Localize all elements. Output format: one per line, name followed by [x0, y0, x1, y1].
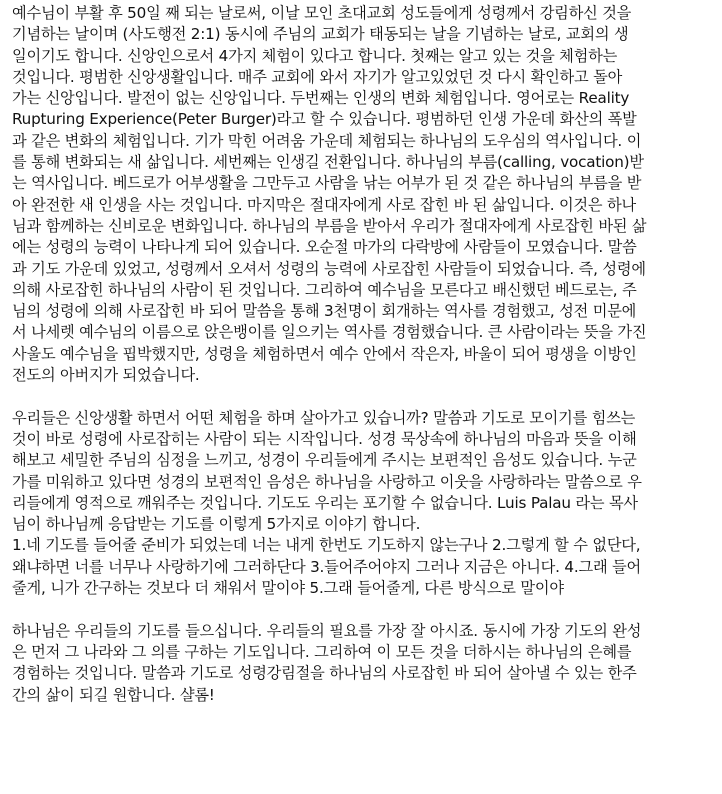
paragraph-spacer — [12, 599, 716, 620]
paragraph-closing: 하나님은 우리들의 기도를 들으십니다. 우리들의 필요를 가장 잘 아시죠. 동시에 가장 기도의 완성 은 먼저 그 나라와 그 의를 구하는 기도입니다. 그리하여 이 모든 것을 더하시는 하나님의 은혜를 경험하는 것입니다. 말씀과 기도로 성령강림절을 하나님의 사로잡힌 바 되어 살아낼 수 있는 한주 간의 삶이 되길 원합니다. 샬롬! — [12, 621, 642, 704]
paragraph-pentecost-experiences: 예수님이 부활 후 50일 째 되는 날로써, 이날 모인 초대교회 성도들에게 성령께서 강림하신 것을 기념하는 날이며 (사도행전 2:1) 동시에 주님의 교회가 태동되는 날을 기념하는 날로, 교회의 생 일이기도 합니다. 신앙인으로서 4가지 체험이 있다고 합니다. 첫째는 알고 있는 것을 체험하는 것입니다. 평범한 신앙생활입니다. 매주 교회에 와서 자기가 알고있었던 것 다시 확인하고 돌아 가는 신앙입니다. 발전이 없는 신앙입니다. 두번째는 인생의 변화 체험입니다. 영어로는 Reality Rupturing Experience(Peter Burger)라고 할 수 있습니다. 평범하던 인생 가운데 화산의 폭발 과 같은 변화의 체험입니다. 기가 막힌 어려움 가운데 체험되는 하나님의 도우심의 역사입니다. 이 를 통해 변화되는 새 삶입니다. 세번째는 인생길 전환입니다. 하나님의 부름(calling, vocation)받 는 역사입니다. 베드로가 어부생활을 그만두고 사람을 낚는 어부가 된 것 같은 하나님의 부름을 받 아 완전한 새 인생을 사는 것입니다. 마지막은 절대자에게 사로 잡힌 바 된 삶입니다. 이것은 하나 님과 함께하는 신비로운 변화입니다. 하나님의 부름을 받아서 우리가 절대자에게 사로잡힌 바된 삶 에는 성령의 능력이 나타나게 되어 있습니다. 오순절 마가의 다락방에 사람들이 모였습니다. 말씀 과 기도 가운데 있었고, 성령께서 오셔서 성령의 능력에 사로잡힌 사람들이 되었습니다. 즉, 성령에 의해 사로잡힌 하나님의 사람이 된 것입니다. 그리하여 예수님을 모른다고 배신했던 베드로는, 주 님의 성령에 의해 사로잡힌 바 되어 말씀을 통해 3천명이 회개하는 역사를 경험했고, 성전 미문에 서 나세렛 예수님의 이름으로 앉은뱅이를 일으키는 역사를 경험했습니다. 큰 사람이라는 뜻을 가진 사울도 예수님을 핍박했지만, 성령을 체험하면서 예수 안에서 작은자, 바울이 되어 평생을 이방인 전도의 아버지가 되었습니다. — [12, 4, 647, 385]
paragraph-word-and-prayer: 우리들은 신앙생활 하면서 어떤 체험을 하며 살아가고 있습니까? 말씀과 기도로 모이기를 힘쓰는 것이 바로 성령에 사로잡히는 사람이 되는 시작입니다. 성경 묵상속에 하나님의 마음과 뜻을 이해 해보고 세밀한 주님의 심정을 느끼고, 성경이 우리들에게 주시는 보편적인 음성도 있습니다. 누군 가를 미워하고 있다면 성경의 보편적인 음성은 하나님을 사랑하고 이웃을 사랑하라는 말씀으로 우 리들에게 영적으로 깨워주는 것입니다. 기도도 우리는 포기할 수 없습니다. Luis Palau 라는 목사 님이 하나님께 응답받는 기도를 이렇게 5가지로 이야기 합니다. 1.네 기도를 들어줄 준비가 되었는데 너는 내게 한번도 기도하지 않는구나 2.그렇게 할 수 없단다, 왜냐하면 너를 너무나 사랑하기에 그러하단다 3.들어주어야지 그러나 지금은 아니다. 4.그래 들어 줄게, 니가 간구하는 것보다 더 채워서 말이야 5.그래 들어줄게, 다른 방식으로 말이야 — [12, 408, 642, 598]
paragraph-spacer — [12, 386, 716, 407]
